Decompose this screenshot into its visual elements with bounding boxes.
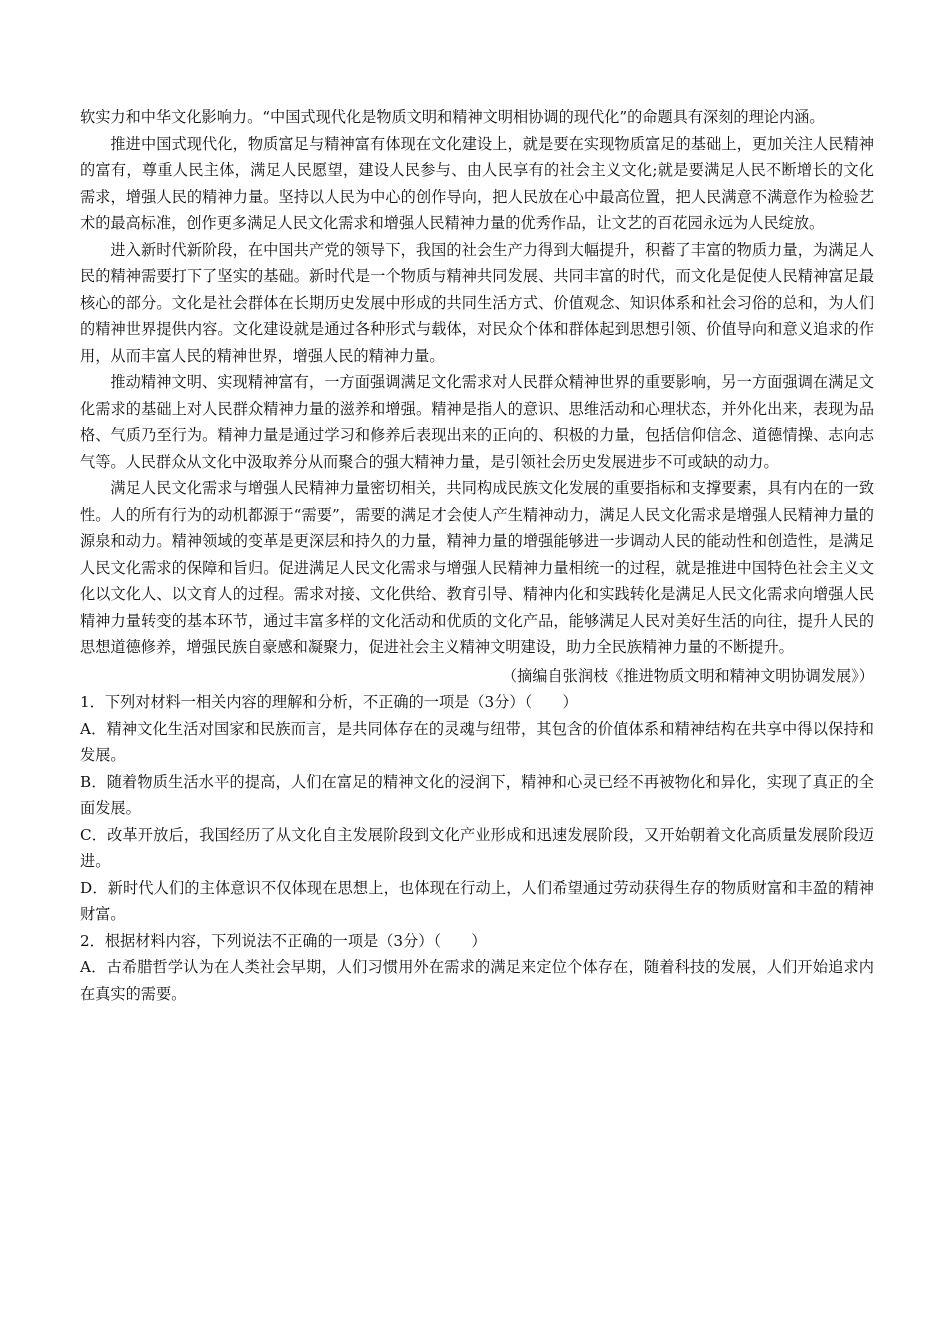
question-1-option-d: D．新时代人们的主体意识不仅体现在思想上，也体现在行动上，人们希望通过劳动获得生存的物质财富和丰盈的精神财富。 xyxy=(80,878,874,923)
question-2-stem: 2．根据材料内容，下列说法不正确的一项是（3分）（ ） xyxy=(80,931,487,950)
document-page xyxy=(80,104,874,1007)
question-1-stem: 1．下列对材料一相关内容的理解和分析，不正确的一项是（3分）（ ） xyxy=(80,693,578,711)
question-1-option-a: A．精神文化生活对国家和民族而言，是共同体存在的灵魂与纽带，其包含的价值体系和精神结构在共享中得以保持和发展。 xyxy=(80,719,874,764)
question-2-option-a: A．古希腊哲学认为在人类社会早期，人们习惯用外在需求的满足来定位个体存在，随着科技的发展，人们开始追求内在真实的需要。 xyxy=(80,958,874,1003)
question-1-option-c: C．改革开放后，我国经历了从文化自主发展阶段到文化产业形成和迅速发展阶段，又开始朝着文化高质量发展阶段迈进。 xyxy=(80,825,874,870)
paragraph-continued: 软实力和中华文化影响力。“中国式现代化是物质文明和精神文明相协调的现代化”的命题具有深刻的理论内涵。 xyxy=(80,108,825,126)
paragraph: 进入新时代新阶段，在中国共产党的领导下，我国的社会生产力得到大幅提升，积蓄了丰富的物质力量，为满足人民的精神需要打下了坚实的基础。新时代是一个物质与精神共同发展、共同丰富的时代，而文化是促使人民精神富足最核心的部分。文化是社会群体在长期历史发展中形成的共同生活方式、价值观念、知识体系和社会习俗的总和，为人们的精神世界提供内容。文化建设就是通过各种形式与载体，对民众个体和群体起到思想引领、价值导向和意义追求的作用，从而丰富人民的精神世界，增强人民的精神力量。 xyxy=(80,240,874,365)
paragraph: 推进中国式现代化，物质富足与精神富有体现在文化建设上，就是要在实现物质富足的基础上，更加关注人民精神的富有，尊重人民主体，满足人民愿望，建设人民参与、由人民享有的社会主义文化;就是要满足人民不断增长的文化需求，增强人民的精神力量。坚持以人民为中心的创作导向，把人民放在心中最高位置，把人民满意不满意作为检验艺术的最高标准，创作更多满足人民文化需求和增强人民精神力量的优秀作品，让文艺的百花园永远为人民绽放。 xyxy=(80,134,874,232)
paragraph: 满足人民文化需求与增强人民精神力量密切相关，共同构成民族文化发展的重要指标和支撑要素，具有内在的一致性。人的所有行为的动机都源于“需要”，需要的满足才会使人产生精神动力，满足人民文化需求是增强人民精神力量的源泉和动力。精神领域的变革是更深层和持久的力量，精神力量的增强能够进一步调动人民的能动性和创造性，是满足人民文化需求的保障和旨归。促进满足人民文化需求与增强人民精神力量相统一的过程，就是推进中国特色社会主义文化以文化人、以文育人的过程。需求对接、文化供给、教育引导、精神内化和实践转化是满足人民文化需求向增强人民精神力量转变的基本环节，通过丰富多样的文化活动和优质的文化产品，能够满足人民对美好生活的向往，提升人民的思想道德修养，增强民族自豪感和凝聚力，促进社会主义精神文明建设，助力全民族精神力量的不断提升。 xyxy=(80,479,874,656)
paragraph: 推动精神文明、实现精神富有，一方面强调满足文化需求对人民群众精神世界的重要影响，另一方面强调在满足文化需求的基础上对人民群众精神力量的滋养和增强。精神是指人的意识、思维活动和心理状态，并外化出来，表现为品格、气质乃至行为。精神力量是通过学习和修养后表现出来的正向的、积极的力量，包括信仰信念、道德情操、志向志气等。人民群众从文化中汲取养分从而聚合的强大精神力量，是引领社会历史发展进步不可或缺的动力。 xyxy=(80,373,874,471)
question-1-option-b: B．随着物质生活水平的提高，人们在富足的精神文化的浸润下，精神和心灵已经不再被物化和异化，实现了真正的全面发展。 xyxy=(80,772,874,817)
source-citation: （摘编自张润枝《推进物质文明和精神文明协调发展》） xyxy=(501,666,874,685)
